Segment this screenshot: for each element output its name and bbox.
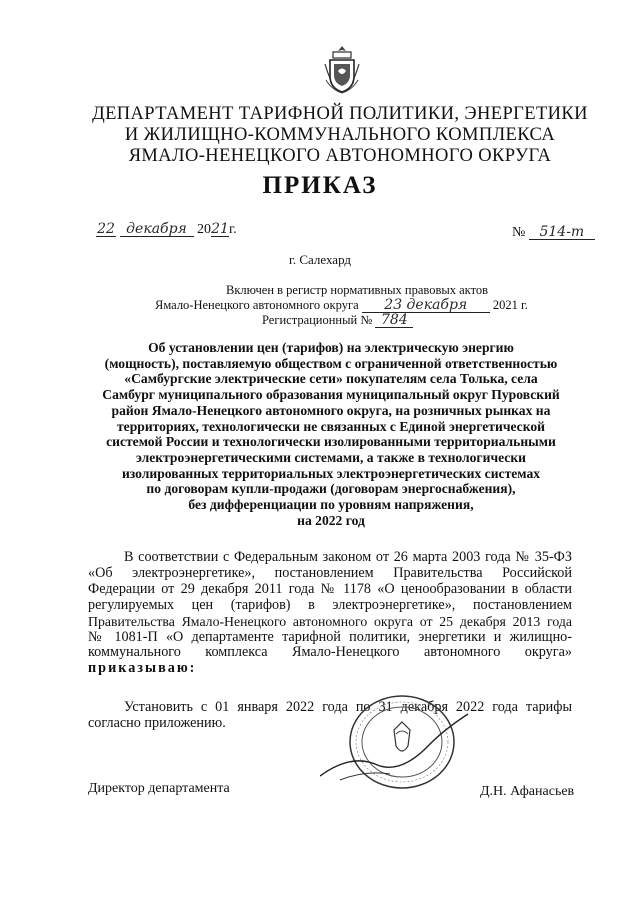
order-date-month: декабря (120, 223, 194, 237)
city: г. Салехард (288, 252, 352, 267)
department-name-line-1: ДЕПАРТАМЕНТ ТАРИФНОЙ ПОЛИТИКИ, ЭНЕРГЕТИКИ (92, 104, 588, 124)
decision-line-2: согласно приложению. (88, 714, 226, 731)
order-command-word: приказываю: (88, 660, 197, 677)
coat-of-arms-icon (322, 44, 362, 94)
subject-line: Самбург муниципального образования муниципальный округ Пуровский (102, 387, 560, 403)
subject-line: «Самбургские электрические сети» покупателям села Толька, села (124, 371, 538, 387)
registration-number: 784 (375, 314, 413, 328)
subject-line: по договорам купли-продажи (договорам энергоснабжения), (146, 481, 516, 497)
preamble-line: регулируемых цен (тарифов) в электроэнергетике», постановлением (88, 596, 572, 613)
registration-year: 2021 г. (492, 298, 528, 312)
official-seal-icon (320, 684, 470, 794)
department-name-line-2: И ЖИЛИЩНО-КОММУНАЛЬНОГО КОМПЛЕКСА (124, 125, 556, 145)
subject-line: Об установлении цен (тарифов) на электрическую энергию (148, 340, 514, 355)
subject-line: изолированных территориальных электроэнергетических системах (121, 465, 541, 481)
preamble-line: Федерации от 29 декабря 2011 года № 1178 «О ценообразовании в области (88, 580, 572, 597)
department-name-line-3: ЯМАЛО-НЕНЕЦКОГО АВТОНОМНОГО ОКРУГА (128, 146, 552, 166)
order-date (96, 222, 237, 238)
registration-line-2 (155, 298, 528, 313)
order-date-year-prefix: 20 (197, 222, 211, 237)
preamble-line: В соответствии с Федеральным законом от 26 марта 2003 года № 35-ФЗ (124, 549, 572, 565)
order-date-day: 22 (97, 221, 115, 237)
document-title: ПРИКАЗ (262, 172, 378, 199)
subject-line: (мощность), поставляемую обществом с ограниченной ответственностью (104, 355, 558, 371)
order-date-year: 21 (211, 221, 229, 237)
subject-line: электроэнергетическими системами, а также в технологически (135, 449, 527, 465)
order-number-value: 514-т (529, 226, 595, 240)
order-date-suffix: г. (229, 222, 237, 237)
subject-line: системой России и технологически изолированными территориальными (106, 434, 556, 450)
preamble-paragraph (88, 550, 572, 677)
order-subject (92, 340, 570, 528)
order-number-prefix: № (512, 225, 526, 240)
signatory-position: Директор департамента (88, 781, 230, 796)
registration-number-prefix: Регистрационный № (262, 313, 373, 327)
preamble-line: № 1081-П «О департаменте тарифной политики, энергетики и жилищно- (88, 628, 572, 645)
subject-line: без дифференциации по уровням напряжения, (188, 497, 474, 513)
subject-line: на 2022 год (297, 512, 365, 528)
registration-line-2-prefix: Ямало-Ненецкого автономного округа (155, 298, 359, 312)
preamble-line: коммунального комплекса Ямало-Ненецкого автономного округа» (88, 644, 572, 661)
order-number (512, 225, 595, 241)
preamble-line: «Об электроэнергетике», постановлением Правительства Российской (88, 564, 572, 581)
registration-line-3 (262, 313, 413, 328)
subject-line: район Ямало-Ненецкого автономного округа, на розничных рынках на (111, 402, 551, 418)
registration-line-1: Включен в регистр нормативных правовых актов (226, 283, 489, 297)
signatory-name: Д.Н. Афанасьев (480, 784, 575, 799)
preamble-line: Правительства Ямало-Ненецкого автономного округа от 25 декабря 2013 года (88, 613, 572, 629)
registration-date: 23 декабря (362, 299, 490, 313)
subject-line: территориях, технологически не связанных с Единой энергетической (116, 418, 545, 434)
decision-line-1: Установить с 01 января 2022 года по 31 декабря 2022 года тарифы (124, 699, 572, 715)
